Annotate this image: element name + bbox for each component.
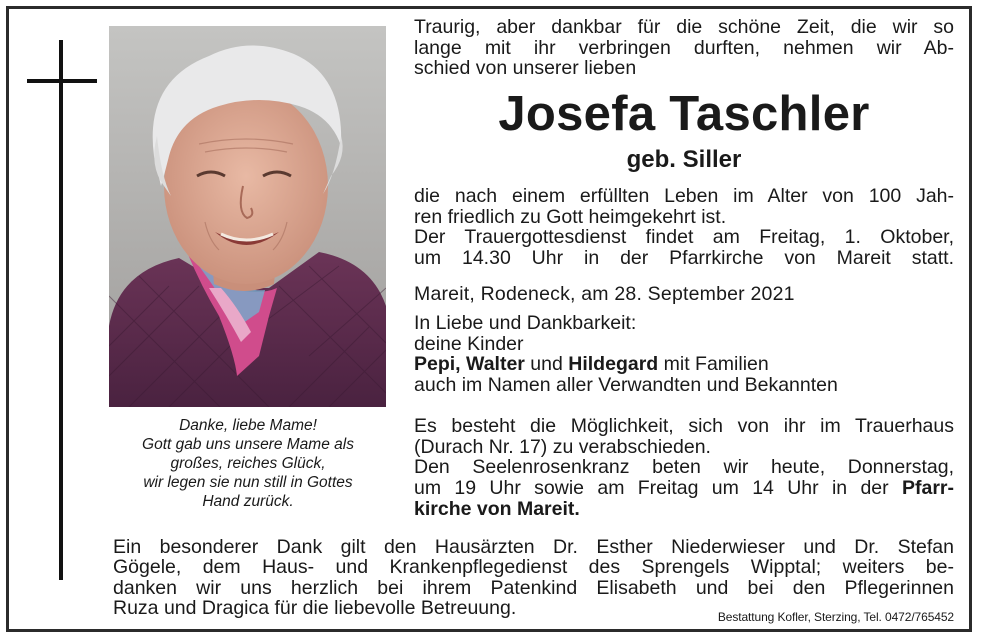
info-line: ren friedlich zu Gott heimgekehrt ist. [414,205,727,228]
birth-name: geb. Siller [626,146,742,173]
church-name-cont: kirche von Mareit. [414,497,580,520]
info-line: die nach einem erfüllten Leben im Alter von 100 Jah- [414,185,954,207]
families-suffix: mit Familien [658,353,769,376]
church-name: Pfarr- [901,477,954,500]
family-names-line [414,354,838,375]
child-name: Hildegard [568,353,659,376]
wake-line [414,499,954,520]
intro-text [414,17,954,79]
deceased-name: Josefa Taschler [498,87,870,141]
undertaker-contact: Bestattung Kofler, Sterzing, Tel. 0472/765452 [717,610,954,624]
wake-line: Den Seelenrosenkranz beten wir heute, Donnerstag, [414,456,954,479]
thanks-line: Ein besonderer Dank gilt den Hausärzten Dr. Esther Niederwieser und Dr. Stefan [113,536,954,558]
thanks-line: Ruza und Dragica für die liebevolle Betreuung. [113,597,517,620]
info-text [414,186,954,269]
quote-line: Gott gab uns unsere Mame als [142,436,354,453]
family-line: deine Kinder [414,332,524,355]
place-date: Mareit, Rodeneck, am 28. September 2021 [414,283,795,305]
intro-line: schied von unserer lieben [414,57,637,80]
wake-line-text: um 19 Uhr sowie am Freitag um 14 Uhr in der [414,477,902,500]
children-names: Pepi, Walter [414,353,525,376]
conjunction: und [524,353,569,376]
intro-line: lange mit ihr verbringen durften, nehmen wir Ab- [414,36,954,59]
thanks-line: Gögele, dem Haus- und Krankenpflegedienst des Sprengels Wipptal; weiters be- [113,556,954,579]
info-line: um 14.30 Uhr in der Pfarrkirche von Mareit statt. [414,247,954,270]
thanks-line: danken wir uns herzlich bei ihrem Patenkind Elisabeth und bei den Pflegerinnen [113,576,954,599]
quote-line: großes, reiches Glück, [170,455,326,472]
thanks-text [113,537,954,619]
wake-line: Es besteht die Möglichkeit, sich von ihr im Trauerhaus [414,415,954,437]
wake-line [414,478,954,499]
family-text [414,313,838,396]
memorial-quote [108,416,388,511]
intro-line: Traurig, aber dankbar für die schöne Zeit, die wir so [414,16,954,38]
portrait-photo [109,26,386,407]
wake-line: (Durach Nr. 17) zu verabschieden. [414,435,711,458]
quote-line: wir legen sie nun still in Gottes [143,474,353,491]
info-line: Der Trauergottesdienst findet am Freitag, 1. Oktober, [414,226,954,249]
quote-line: Hand zurück. [202,493,294,510]
wake-text [414,416,954,520]
quote-line: Danke, liebe Mame! [179,417,317,434]
family-line: auch im Namen aller Verwandten und Bekannten [414,374,838,397]
family-line: In Liebe und Dankbarkeit: [414,312,637,334]
